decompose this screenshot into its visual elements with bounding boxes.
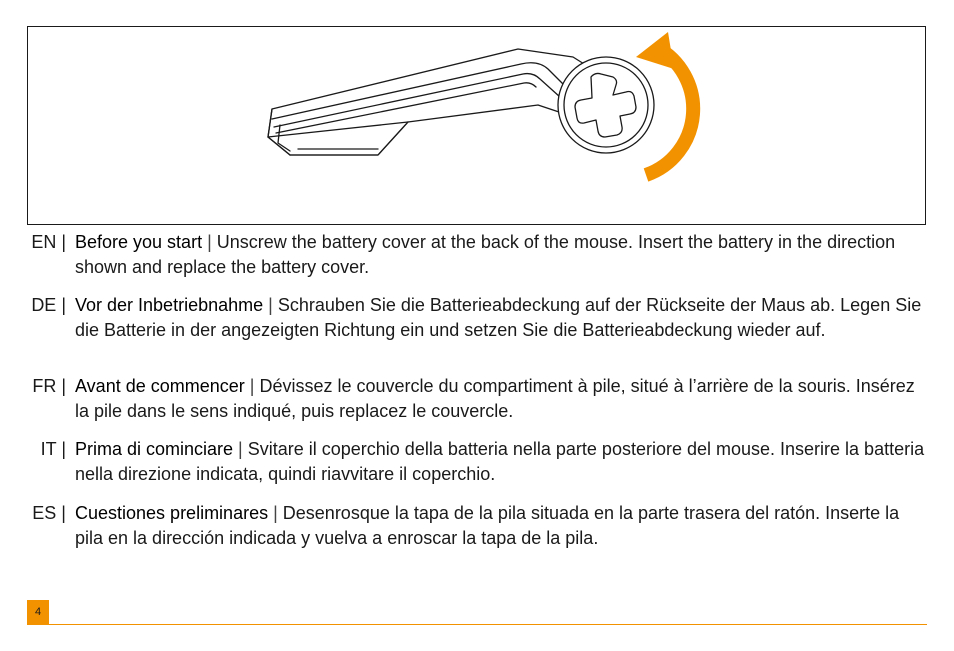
section-text-de [75, 293, 927, 343]
section-de [0, 293, 954, 370]
separator: | [233, 439, 248, 459]
lang-label-es: ES | [32, 503, 66, 523]
mouse-side-illustration [28, 27, 927, 226]
section-body-de: Schrauben Sie die Batterieabdeckung auf der Rückseite der Maus ab. Legen Sie die Batterie in der angezeigten Richtung ein und setzen Sie die Batterieabdeckung wieder auf. [75, 295, 922, 340]
lang-label-de: DE | [31, 295, 66, 315]
separator: | [244, 376, 260, 396]
page-number-badge: 4 [27, 600, 49, 624]
section-heading-en: Before you start [75, 232, 203, 252]
section-text-en [75, 230, 927, 280]
separator: | [202, 232, 217, 252]
footer-rule [27, 624, 927, 625]
lang-label-en: EN | [31, 232, 66, 252]
section-body-en: Unscrew the battery cover at the back of the mouse. Insert the battery in the direction shown and replace the battery cover. [75, 232, 896, 277]
section-body-es: Desenrosque la tapa de la pila situada en la parte trasera del ratón. Inserte la pila en la dirección indicada y vuelva a enroscar la tapa de la pila. [75, 503, 900, 548]
lang-label-fr: FR | [32, 376, 66, 396]
section-heading-de: Vor der Inbetriebnahme [75, 295, 264, 315]
section-heading-it: Prima di cominciare [75, 439, 234, 459]
section-text-it [75, 437, 927, 487]
section-heading-es: Cuestiones preliminares [75, 503, 269, 523]
section-fr [0, 374, 954, 426]
section-body-fr: Dévissez le couvercle du compartiment à pile, situé à l’arrière de la souris. Insérez la pile dans le sens indiqué, puis replacez le couvercle. [75, 376, 915, 421]
section-text-fr [75, 374, 927, 424]
section-es [0, 501, 954, 553]
section-it [0, 437, 954, 489]
section-heading-fr: Avant de commencer [75, 376, 245, 396]
section-text-es [75, 501, 927, 551]
section-en [0, 230, 954, 282]
separator: | [268, 503, 283, 523]
lang-label-it: IT | [40, 439, 66, 459]
section-body-it: Svitare il coperchio della batteria nella parte posteriore del mouse. Inserire la batteria nella direzione indicata, quindi riavvitare il coperchio. [75, 439, 925, 484]
separator: | [263, 295, 278, 315]
illustration-box [27, 26, 926, 225]
